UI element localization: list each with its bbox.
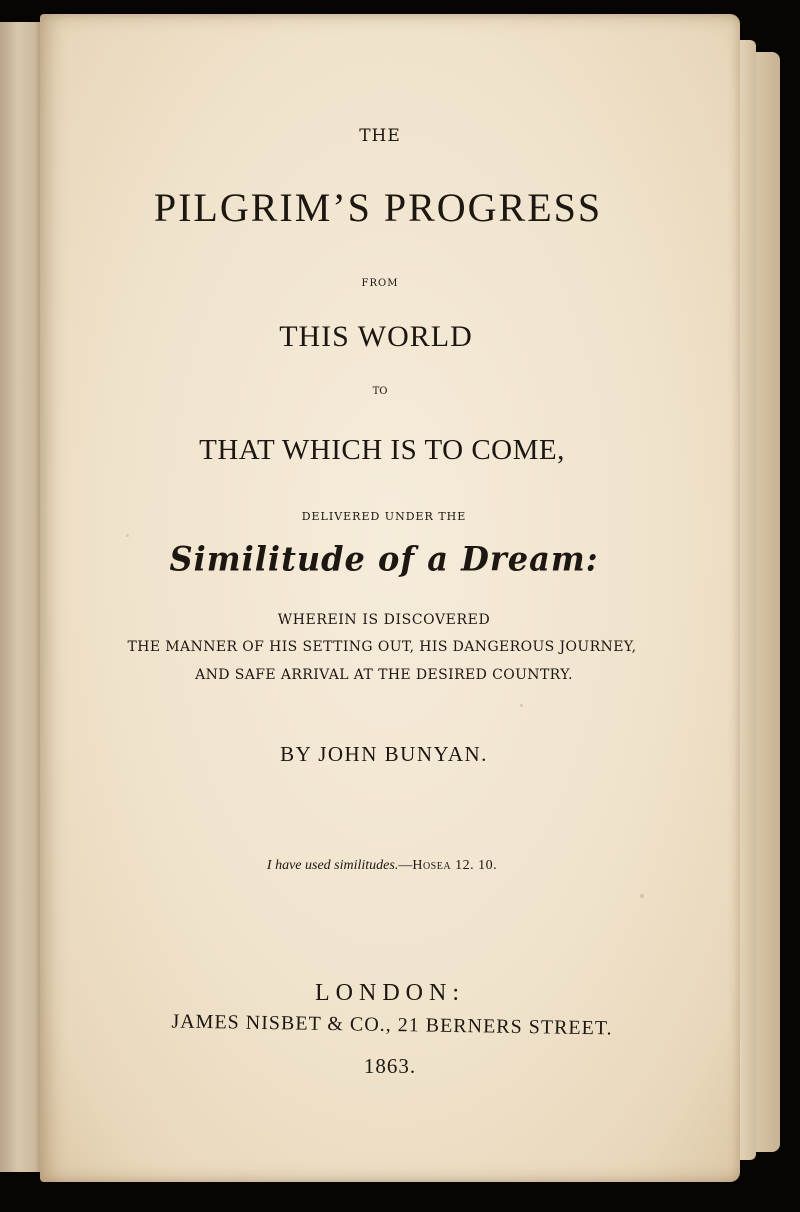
subtitle-from: FROM	[361, 278, 399, 289]
imprint-city: LONDON:	[315, 980, 465, 1006]
title-article: THE	[359, 126, 401, 146]
title-page	[40, 14, 740, 1182]
foxing-spot	[126, 534, 129, 537]
description-line-1: WHEREIN IS DISCOVERED	[277, 612, 491, 628]
epigraph-dash: —	[398, 858, 413, 873]
subtitle-to: TO	[372, 386, 388, 397]
epigraph-reference: Hosea 12. 10.	[412, 858, 498, 873]
imprint-publisher: JAMES NISBET & CO., 21 BERNERS STREET.	[171, 1010, 613, 1040]
subtitle-this-world: THIS WORLD	[279, 320, 473, 353]
foxing-spot	[520, 704, 523, 707]
description-line-2: THE MANNER OF HIS SETTING OUT, HIS DANGEROUS JOURNEY,	[127, 639, 637, 655]
epigraph-quote: I have used similitudes.	[266, 858, 399, 873]
author-line: BY JOHN BUNYAN.	[280, 742, 488, 766]
blackletter-similitude: Similitude of a Dream:	[169, 539, 599, 579]
subtitle-delivered: DELIVERED UNDER THE	[301, 510, 467, 523]
foxing-spot	[640, 894, 644, 898]
imprint-year: 1863.	[363, 1054, 417, 1078]
book-title: PILGRIM’S PROGRESS	[153, 185, 603, 230]
description-line-3: AND SAFE ARRIVAL AT THE DESIRED COUNTRY.	[195, 667, 573, 683]
subtitle-that-which: THAT WHICH IS TO COME,	[199, 434, 565, 466]
epigraph	[32, 858, 732, 874]
